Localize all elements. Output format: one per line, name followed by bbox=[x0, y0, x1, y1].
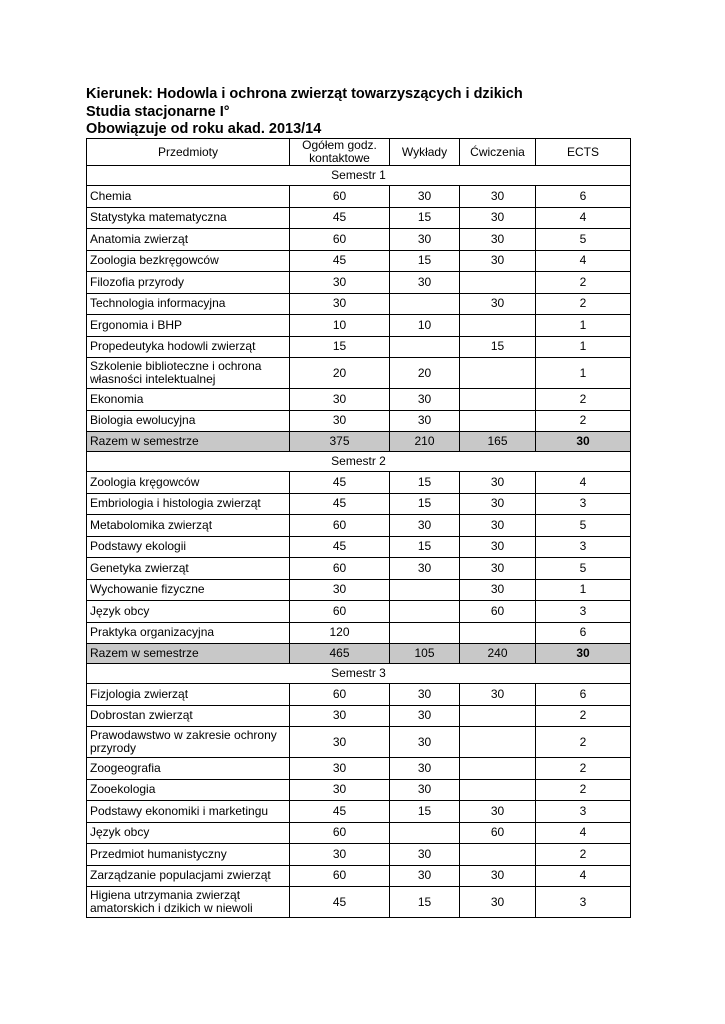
table-row bbox=[87, 558, 631, 580]
table-row bbox=[87, 186, 631, 208]
total-hours: 20 bbox=[290, 358, 390, 389]
total-hours: 45 bbox=[290, 536, 390, 558]
exercise-hours: 30 bbox=[460, 684, 536, 706]
total-hours: 120 bbox=[290, 622, 390, 644]
column-header-total-hours: Ogółem godz. kontaktowe bbox=[290, 139, 390, 166]
subject-name: Anatomia zwierząt bbox=[87, 229, 290, 251]
table-row bbox=[87, 493, 631, 515]
summary-ects-points: 30 bbox=[536, 432, 631, 452]
lecture-hours: 30 bbox=[390, 758, 460, 780]
lecture-hours: 30 bbox=[390, 779, 460, 801]
subject-name: Metabolomika zwierząt bbox=[87, 515, 290, 537]
ects-points: 5 bbox=[536, 229, 631, 251]
table-row bbox=[87, 229, 631, 251]
table-row bbox=[87, 579, 631, 601]
exercise-hours bbox=[460, 389, 536, 411]
total-hours: 30 bbox=[290, 705, 390, 727]
column-header-subject: Przedmioty bbox=[87, 139, 290, 166]
subject-name: Fizjologia zwierząt bbox=[87, 684, 290, 706]
ects-points: 2 bbox=[536, 272, 631, 294]
total-hours: 30 bbox=[290, 727, 390, 758]
lecture-hours: 10 bbox=[390, 315, 460, 337]
total-hours: 15 bbox=[290, 336, 390, 358]
ects-points: 1 bbox=[536, 579, 631, 601]
valid-from-year: Obowiązuje od roku akad. 2013/14 bbox=[86, 121, 322, 137]
lecture-hours bbox=[390, 601, 460, 623]
subject-name: Ekonomia bbox=[87, 389, 290, 411]
exercise-hours bbox=[460, 705, 536, 727]
table-row bbox=[87, 536, 631, 558]
lecture-hours: 30 bbox=[390, 389, 460, 411]
document-header bbox=[86, 86, 646, 139]
subject-name: Przedmiot humanistyczny bbox=[87, 844, 290, 866]
column-header-ects: ECTS bbox=[536, 139, 631, 166]
ects-points: 1 bbox=[536, 315, 631, 337]
ects-points: 4 bbox=[536, 250, 631, 272]
subject-name: Dobrostan zwierząt bbox=[87, 705, 290, 727]
lecture-hours: 30 bbox=[390, 844, 460, 866]
total-hours: 30 bbox=[290, 293, 390, 315]
semester-title: Semestr 3 bbox=[87, 664, 631, 684]
table-row bbox=[87, 705, 631, 727]
semester-title: Semestr 1 bbox=[87, 166, 631, 186]
lecture-hours: 30 bbox=[390, 865, 460, 887]
exercise-hours: 60 bbox=[460, 822, 536, 844]
ects-points: 4 bbox=[536, 865, 631, 887]
summary-ects-points: 30 bbox=[536, 644, 631, 664]
column-header-lectures: Wykłady bbox=[390, 139, 460, 166]
column-header-exercises: Ćwiczenia bbox=[460, 139, 536, 166]
subject-name: Embriologia i histologia zwierząt bbox=[87, 493, 290, 515]
lecture-hours bbox=[390, 293, 460, 315]
table-row bbox=[87, 727, 631, 758]
subject-name: Chemia bbox=[87, 186, 290, 208]
ects-points: 5 bbox=[536, 515, 631, 537]
subject-name: Praktyka organizacyjna bbox=[87, 622, 290, 644]
exercise-hours bbox=[460, 758, 536, 780]
exercise-hours: 30 bbox=[460, 207, 536, 229]
lecture-hours: 15 bbox=[390, 493, 460, 515]
total-hours: 30 bbox=[290, 844, 390, 866]
table-row bbox=[87, 887, 631, 918]
lecture-hours: 30 bbox=[390, 705, 460, 727]
table-row bbox=[87, 801, 631, 823]
exercise-hours: 30 bbox=[460, 186, 536, 208]
table-row bbox=[87, 410, 631, 432]
ects-points: 4 bbox=[536, 822, 631, 844]
table-row bbox=[87, 601, 631, 623]
subject-name: Szkolenie biblioteczne i ochrona własności intelektualnej bbox=[87, 358, 290, 389]
exercise-hours bbox=[460, 358, 536, 389]
ects-points: 6 bbox=[536, 622, 631, 644]
total-hours: 60 bbox=[290, 558, 390, 580]
ects-points: 2 bbox=[536, 705, 631, 727]
subject-name: Wychowanie fizyczne bbox=[87, 579, 290, 601]
exercise-hours bbox=[460, 622, 536, 644]
ects-points: 6 bbox=[536, 186, 631, 208]
subject-name: Język obcy bbox=[87, 822, 290, 844]
ects-points: 2 bbox=[536, 410, 631, 432]
ects-points: 3 bbox=[536, 536, 631, 558]
exercise-hours: 30 bbox=[460, 579, 536, 601]
total-hours: 60 bbox=[290, 186, 390, 208]
lecture-hours bbox=[390, 822, 460, 844]
total-hours: 30 bbox=[290, 579, 390, 601]
subject-name: Język obcy bbox=[87, 601, 290, 623]
total-hours: 45 bbox=[290, 250, 390, 272]
subject-name: Technologia informacyjna bbox=[87, 293, 290, 315]
ects-points: 2 bbox=[536, 844, 631, 866]
table-row bbox=[87, 315, 631, 337]
total-hours: 60 bbox=[290, 684, 390, 706]
lecture-hours: 30 bbox=[390, 727, 460, 758]
lecture-hours: 30 bbox=[390, 684, 460, 706]
exercise-hours: 30 bbox=[460, 293, 536, 315]
summary-lecture-hours: 210 bbox=[390, 432, 460, 452]
summary-label: Razem w semestrze bbox=[87, 432, 290, 452]
table-row bbox=[87, 472, 631, 494]
lecture-hours: 30 bbox=[390, 410, 460, 432]
exercise-hours: 30 bbox=[460, 229, 536, 251]
table-row bbox=[87, 336, 631, 358]
subject-name: Zoogeografia bbox=[87, 758, 290, 780]
semester-title-row bbox=[87, 452, 631, 472]
ects-points: 4 bbox=[536, 472, 631, 494]
subject-name: Podstawy ekonomiki i marketingu bbox=[87, 801, 290, 823]
exercise-hours bbox=[460, 272, 536, 294]
exercise-hours: 30 bbox=[460, 801, 536, 823]
ects-points: 2 bbox=[536, 758, 631, 780]
exercise-hours: 30 bbox=[460, 887, 536, 918]
exercise-hours bbox=[460, 779, 536, 801]
total-hours: 45 bbox=[290, 472, 390, 494]
ects-points: 2 bbox=[536, 727, 631, 758]
semester-title-row bbox=[87, 166, 631, 186]
table-row bbox=[87, 207, 631, 229]
subject-name: Podstawy ekologii bbox=[87, 536, 290, 558]
exercise-hours bbox=[460, 315, 536, 337]
total-hours: 10 bbox=[290, 315, 390, 337]
table-row bbox=[87, 358, 631, 389]
study-plan-table bbox=[86, 138, 631, 918]
summary-total-hours: 465 bbox=[290, 644, 390, 664]
lecture-hours: 15 bbox=[390, 472, 460, 494]
exercise-hours: 30 bbox=[460, 536, 536, 558]
lecture-hours: 15 bbox=[390, 887, 460, 918]
subject-name: Zoologia bezkręgowców bbox=[87, 250, 290, 272]
lecture-hours bbox=[390, 622, 460, 644]
exercise-hours: 30 bbox=[460, 472, 536, 494]
exercise-hours bbox=[460, 727, 536, 758]
ects-points: 3 bbox=[536, 493, 631, 515]
ects-points: 6 bbox=[536, 684, 631, 706]
lecture-hours: 30 bbox=[390, 272, 460, 294]
subject-name: Filozofia przyrody bbox=[87, 272, 290, 294]
total-hours: 30 bbox=[290, 779, 390, 801]
total-hours: 60 bbox=[290, 822, 390, 844]
lecture-hours bbox=[390, 579, 460, 601]
total-hours: 30 bbox=[290, 758, 390, 780]
ects-points: 2 bbox=[536, 779, 631, 801]
lecture-hours: 30 bbox=[390, 186, 460, 208]
total-hours: 60 bbox=[290, 601, 390, 623]
exercise-hours: 30 bbox=[460, 493, 536, 515]
semester-summary-row bbox=[87, 432, 631, 452]
lecture-hours: 15 bbox=[390, 536, 460, 558]
summary-total-hours: 375 bbox=[290, 432, 390, 452]
exercise-hours: 30 bbox=[460, 515, 536, 537]
study-mode: Studia stacjonarne I° bbox=[86, 103, 230, 120]
semester-title: Semestr 2 bbox=[87, 452, 631, 472]
summary-exercise-hours: 165 bbox=[460, 432, 536, 452]
table-row bbox=[87, 250, 631, 272]
total-hours: 30 bbox=[290, 389, 390, 411]
subject-name: Higiena utrzymania zwierząt amatorskich i dzikich w niewoli bbox=[87, 887, 290, 918]
ects-points: 2 bbox=[536, 389, 631, 411]
total-hours: 45 bbox=[290, 801, 390, 823]
ects-points: 3 bbox=[536, 887, 631, 918]
subject-name: Zarządzanie populacjami zwierząt bbox=[87, 865, 290, 887]
lecture-hours bbox=[390, 336, 460, 358]
total-hours: 45 bbox=[290, 493, 390, 515]
total-hours: 45 bbox=[290, 207, 390, 229]
table-row bbox=[87, 684, 631, 706]
ects-points: 1 bbox=[536, 358, 631, 389]
summary-lecture-hours: 105 bbox=[390, 644, 460, 664]
lecture-hours: 15 bbox=[390, 250, 460, 272]
subject-name: Ergonomia i BHP bbox=[87, 315, 290, 337]
total-hours: 30 bbox=[290, 272, 390, 294]
exercise-hours bbox=[460, 844, 536, 866]
summary-label: Razem w semestrze bbox=[87, 644, 290, 664]
table-row bbox=[87, 515, 631, 537]
total-hours: 45 bbox=[290, 887, 390, 918]
table-header-row bbox=[87, 139, 631, 166]
exercise-hours: 60 bbox=[460, 601, 536, 623]
subject-name: Zoologia kręgowców bbox=[87, 472, 290, 494]
ects-points: 4 bbox=[536, 207, 631, 229]
total-hours: 60 bbox=[290, 229, 390, 251]
subject-name: Zooekologia bbox=[87, 779, 290, 801]
lecture-hours: 30 bbox=[390, 229, 460, 251]
total-hours: 30 bbox=[290, 410, 390, 432]
table-row bbox=[87, 622, 631, 644]
lecture-hours: 15 bbox=[390, 207, 460, 229]
subject-name: Statystyka matematyczna bbox=[87, 207, 290, 229]
subject-name: Genetyka zwierząt bbox=[87, 558, 290, 580]
ects-points: 3 bbox=[536, 601, 631, 623]
subject-name: Prawodawstwo w zakresie ochrony przyrody bbox=[87, 727, 290, 758]
subject-name: Biologia ewolucyjna bbox=[87, 410, 290, 432]
summary-exercise-hours: 240 bbox=[460, 644, 536, 664]
lecture-hours: 30 bbox=[390, 558, 460, 580]
total-hours: 60 bbox=[290, 865, 390, 887]
ects-points: 2 bbox=[536, 293, 631, 315]
table-row bbox=[87, 822, 631, 844]
ects-points: 1 bbox=[536, 336, 631, 358]
ects-points: 3 bbox=[536, 801, 631, 823]
exercise-hours: 30 bbox=[460, 250, 536, 272]
subject-name: Propedeutyka hodowli zwierząt bbox=[87, 336, 290, 358]
table-row bbox=[87, 389, 631, 411]
table-row bbox=[87, 272, 631, 294]
exercise-hours: 30 bbox=[460, 865, 536, 887]
total-hours: 60 bbox=[290, 515, 390, 537]
semester-title-row bbox=[87, 664, 631, 684]
field-of-study-title: Kierunek: Hodowla i ochrona zwierząt towarzyszących i dzikich bbox=[86, 86, 523, 102]
lecture-hours: 30 bbox=[390, 515, 460, 537]
table-row bbox=[87, 844, 631, 866]
exercise-hours: 30 bbox=[460, 558, 536, 580]
table-row bbox=[87, 758, 631, 780]
lecture-hours: 15 bbox=[390, 801, 460, 823]
table-row bbox=[87, 293, 631, 315]
semester-summary-row bbox=[87, 644, 631, 664]
table-row bbox=[87, 779, 631, 801]
exercise-hours bbox=[460, 410, 536, 432]
lecture-hours: 20 bbox=[390, 358, 460, 389]
ects-points: 5 bbox=[536, 558, 631, 580]
exercise-hours: 15 bbox=[460, 336, 536, 358]
table-row bbox=[87, 865, 631, 887]
